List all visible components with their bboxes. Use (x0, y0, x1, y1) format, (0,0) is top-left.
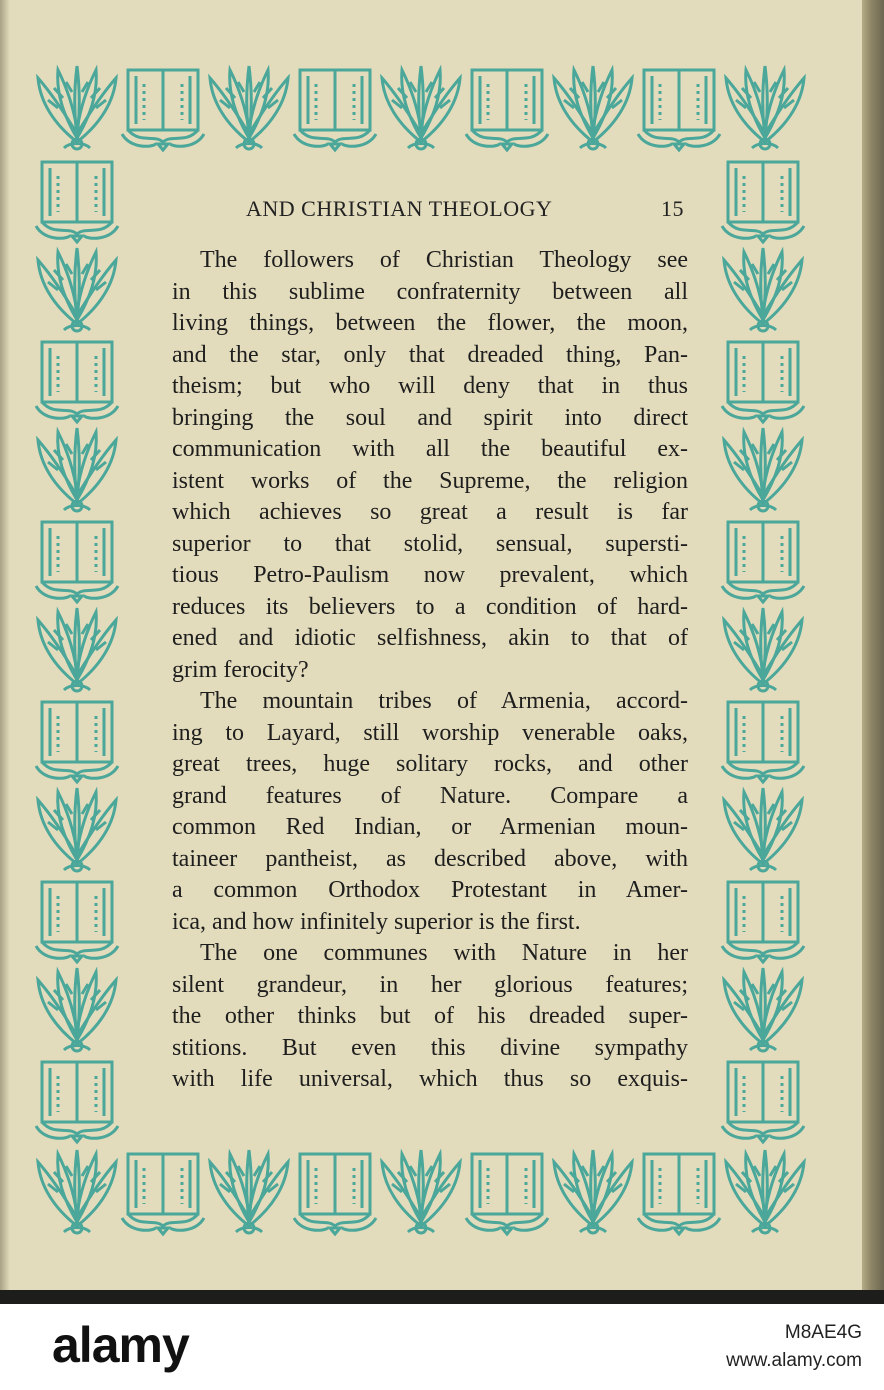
text-line: grand features of Nature. Compare a (172, 782, 688, 809)
body-text (172, 245, 688, 1096)
text-line: reduces its believers to a condition of hard- (172, 593, 688, 620)
text-line: the other thinks but of his dreaded super- (172, 1003, 688, 1029)
border-top-row (38, 66, 804, 150)
running-head-title: AND CHRISTIAN THEOLOGY (246, 196, 553, 221)
text-line: istent works of the Supreme, the religion (172, 467, 688, 494)
text-line: ened and idiotic selfishness, akin to that of (172, 625, 688, 651)
text-line: stitions. But even this divine sympathy (172, 1034, 688, 1061)
page-bottom-edge (0, 1290, 884, 1304)
page-number: 15 (661, 196, 684, 221)
text-line: superior to that stolid, sensual, supersti- (172, 530, 688, 557)
text-line: The one communes with Nature in her (200, 940, 688, 966)
border-bottom-row (38, 1150, 804, 1234)
text-line: grim ferocity? (172, 656, 309, 683)
text-line: silent grandeur, in her glorious features; (172, 971, 688, 998)
text-line: with life universal, which thus so exquis- (172, 1066, 688, 1092)
text-line: tious Petro-Paulism now prevalent, which (172, 562, 688, 588)
text-line: ing to Layard, still worship venerable oaks, (172, 719, 688, 746)
text-line: and the star, only that dreaded thing, Pan- (172, 341, 688, 368)
text-line: a common Orthodox Protestant in Amer- (172, 877, 688, 903)
text-line: living things, between the flower, the moon, (172, 310, 688, 336)
text-line: taineer pantheist, as described above, with (172, 845, 688, 872)
text-line: great trees, huge solitary rocks, and other (172, 751, 688, 777)
text-line: communication with all the beautiful ex- (172, 436, 688, 462)
text-line: The mountain tribes of Armenia, accord- (200, 688, 688, 714)
text-line: theism; but who will deny that in thus (172, 373, 688, 399)
border-right-column (722, 162, 804, 1142)
image-id: M8AE4G (784, 1322, 862, 1343)
text-line: in this sublime confraternity between all (172, 278, 688, 305)
watermark-url: www.alamy.com (726, 1350, 862, 1371)
alamy-logo: alamy (52, 1317, 189, 1373)
text-line: common Red Indian, or Armenian moun- (172, 814, 688, 840)
text-line: ica, and how infinitely superior is the first. (172, 908, 581, 935)
text-line: which achieves so great a result is far (172, 499, 688, 525)
text-line: bringing the soul and spirit into direct (172, 404, 688, 431)
text-line: The followers of Christian Theology see (200, 247, 688, 273)
border-left-column (36, 162, 118, 1142)
